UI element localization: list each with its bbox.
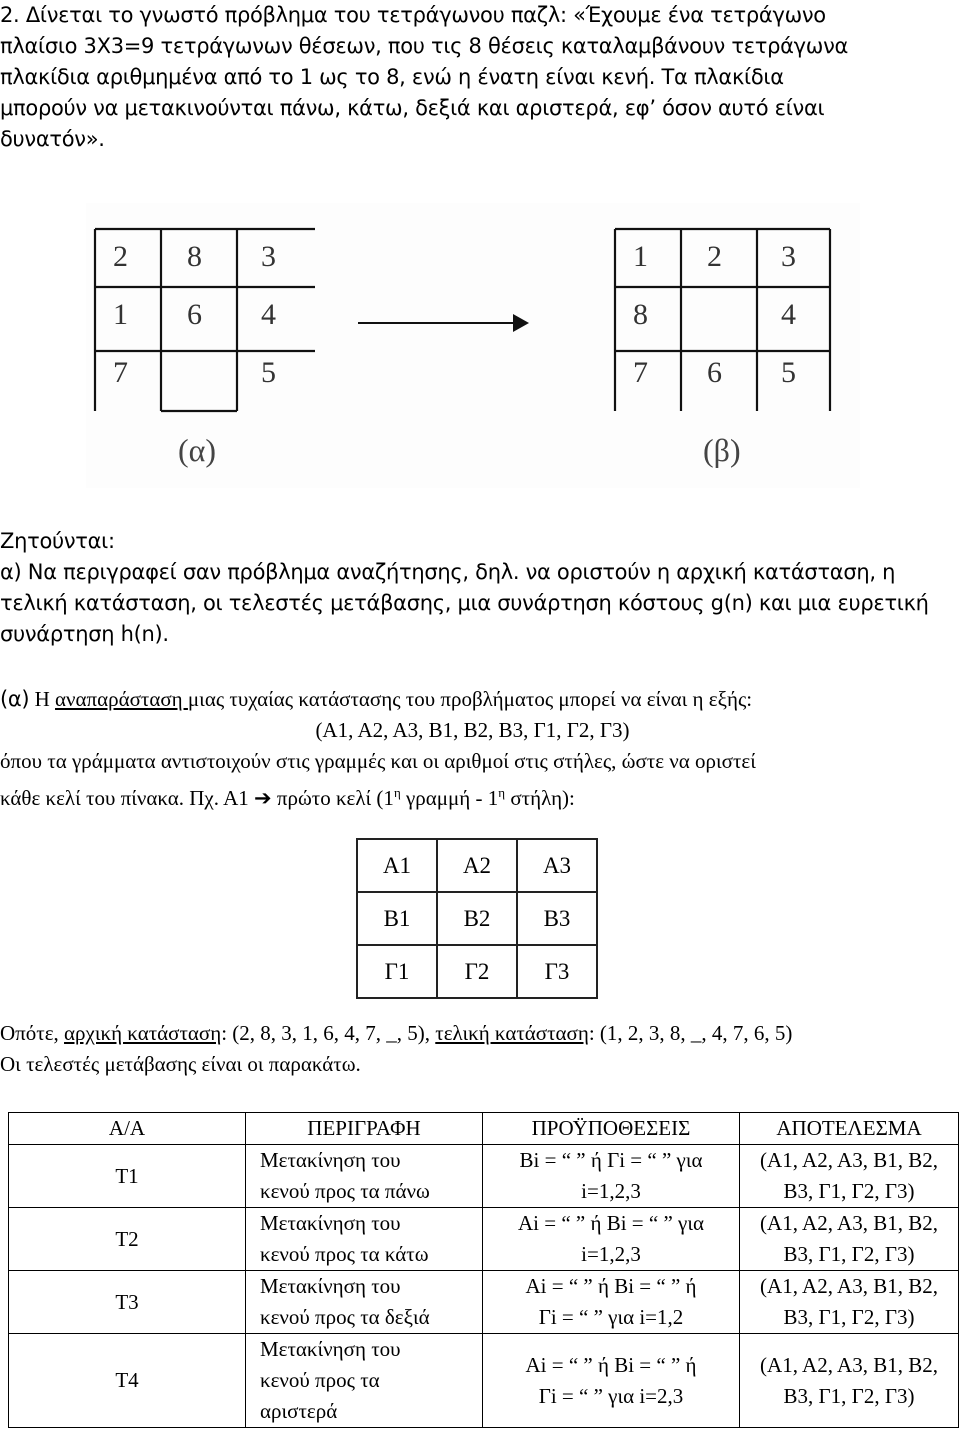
operator-result <box>740 1271 959 1334</box>
initial-puzzle-tile: 2 <box>113 240 128 273</box>
operator-conditions <box>483 1145 740 1208</box>
result-line: Β3, Γ1, Γ2, Γ3) <box>783 1242 915 1266</box>
operator-description <box>246 1145 483 1208</box>
header-description: ΠΕΡΙΓΡΑΦΗ <box>246 1113 483 1145</box>
operator-id: Τ1 <box>9 1145 246 1208</box>
initial-puzzle-tile: 6 <box>187 298 202 331</box>
arrow-right-icon: ➔ <box>254 786 272 810</box>
operators-intro: Οι τελεστές μετάβασης είναι οι παρακάτω. <box>0 1052 361 1076</box>
operator-row <box>9 1208 959 1271</box>
operator-result <box>740 1145 959 1208</box>
operator-result <box>740 1208 959 1271</box>
goal-puzzle-tile: 8 <box>633 298 648 331</box>
requested-section <box>0 526 945 650</box>
initial-state-term: αρχική κατάσταση <box>64 1021 222 1045</box>
result-line: Β3, Γ1, Γ2, Γ3) <box>783 1383 915 1408</box>
grid-cell: Γ1 <box>357 945 437 998</box>
operator-description <box>246 1334 483 1428</box>
operator-description <box>246 1208 483 1271</box>
goal-state-term: τελική κατάσταση <box>435 1021 589 1045</box>
operator-row <box>9 1145 959 1208</box>
grid-cell: Α3 <box>517 839 597 892</box>
operator-conditions <box>483 1208 740 1271</box>
problem-line-2: πλαίσιο 3Χ3=9 τετράγωνων θέσεων, που τις 8 θέσεις καταλαμβάνουν τετράγωνα <box>0 34 849 58</box>
initial-puzzle-tile: 5 <box>261 356 276 389</box>
condition-line: Βi = “ ” ή Γi = “ ” για <box>519 1148 703 1172</box>
condition-line: i=1,2,3 <box>581 1179 641 1203</box>
condition-line: Γi = “ ” για i=2,3 <box>538 1383 684 1408</box>
goal-puzzle-tile: 1 <box>633 240 648 273</box>
header-conditions: ΠΡΟΫΠΟΘΕΣΕΙΣ <box>483 1113 740 1145</box>
requested-line-2: τελική κατάσταση, οι τελεστές μετάβασης, μια συνάρτηση κόστους g(n) και μια ευρετική <box>0 591 929 615</box>
answer-line-4: κάθε κελί του πίνακα. Πχ. Α1 ➔ πρώτο κελί ($1^\eta$ γραμμή - $1^\eta$ στήλη): <box>0 785 575 810</box>
result-line: Β3, Γ1, Γ2, Γ3) <box>783 1305 915 1329</box>
operator-row <box>9 1271 959 1334</box>
result-line: Β3, Γ1, Γ2, Γ3) <box>783 1179 915 1203</box>
goal-puzzle-tile: 3 <box>781 240 796 273</box>
description-line: Μετακίνηση του <box>260 1211 401 1235</box>
transition-arrow-icon <box>355 308 535 338</box>
operator-result <box>740 1334 959 1428</box>
initial-puzzle-tile: 8 <box>187 240 202 273</box>
operators-table <box>8 1112 959 1428</box>
problem-number: 2. <box>0 3 20 27</box>
state-tuple: (Α1, Α2, Α3, Β1, Β2, Β3, Γ1, Γ2, Γ3) <box>315 718 630 742</box>
operator-row <box>9 1334 959 1428</box>
grid-cell: Β2 <box>437 892 517 945</box>
condition-line: Αi = “ ” ή Βi = “ ” ή <box>525 1274 697 1298</box>
requested-line-1: α) Να περιγραφεί σαν πρόβλημα αναζήτησης, δηλ. να οριστούν η αρχική κατάσταση, η <box>0 560 896 584</box>
grid-row <box>357 839 597 892</box>
initial-puzzle-tile: 4 <box>261 298 276 331</box>
states-line: Οπότε, αρχική κατάσταση: (2, 8, 3, 1, 6, 4, 7, _, 5), τελική κατάσταση: (1, 2, 3, 8, _, 4, 7, 6, 5) <box>0 1021 793 1045</box>
grid-cell: Γ3 <box>517 945 597 998</box>
condition-line: i=1,2,3 <box>581 1242 641 1266</box>
result-line: (Α1, Α2, Α3, Β1, Β2, <box>760 1211 938 1235</box>
initial-puzzle-tile: 7 <box>113 356 128 389</box>
description-line: Μετακίνηση του <box>260 1148 401 1172</box>
grid-cell: Γ2 <box>437 945 517 998</box>
grid-cell: Β1 <box>357 892 437 945</box>
operator-id: Τ3 <box>9 1271 246 1334</box>
initial-puzzle-tile: 1 <box>113 298 128 331</box>
goal-state-label: (β) <box>703 432 741 468</box>
result-line: (Α1, Α2, Α3, Β1, Β2, <box>760 1148 938 1172</box>
description-line: Μετακίνηση του <box>260 1337 401 1361</box>
problem-line-4: μπορούν να μετακινούνται πάνω, κάτω, δεξιά και αριστερά, εφ’ όσον αυτό είναι <box>0 96 825 120</box>
answer-section <box>0 684 945 814</box>
goal-puzzle-tile: 7 <box>633 356 648 389</box>
description-line: κενού προς τα δεξιά <box>260 1305 430 1329</box>
answer-line-1: (α) Η αναπαράσταση μιας τυχαίας κατάστασης του προβλήματος μπορεί να είναι η εξής: <box>0 687 753 711</box>
operator-conditions <box>483 1334 740 1428</box>
initial-puzzle-lines <box>90 224 330 420</box>
cell-naming-grid <box>356 838 598 999</box>
operator-description <box>246 1271 483 1334</box>
grid-row <box>357 945 597 998</box>
initial-puzzle-tile: 3 <box>261 240 276 273</box>
problem-line-3: πλακίδια αριθμημένα από το 1 ως το 8, ενώ η ένατη είναι κενή. Τα πλακίδια <box>0 65 784 89</box>
requested-line-3: συνάρτηση h(n). <box>0 622 169 646</box>
states-section <box>0 1018 945 1080</box>
initial-state-label: (α) <box>178 432 217 468</box>
condition-line: Αi = “ ” ή Βi = “ ” για <box>518 1211 704 1235</box>
goal-puzzle-tile: 5 <box>781 356 796 389</box>
grid-cell: Β3 <box>517 892 597 945</box>
goal-puzzle-tile: 6 <box>707 356 722 389</box>
description-line: Μετακίνηση του <box>260 1274 401 1298</box>
representation-term: αναπαράσταση <box>55 687 188 711</box>
result-line: (Α1, Α2, Α3, Β1, Β2, <box>760 1352 938 1377</box>
condition-line: Γi = “ ” για i=1,2 <box>538 1305 684 1329</box>
goal-puzzle-lines <box>610 224 840 420</box>
operators-header-row <box>9 1113 959 1145</box>
problem-line-1: 2. Δίνεται το γνωστό πρόβλημα του τετράγωνου παζλ: «Έχουμε ένα τετράγωνο <box>0 3 826 27</box>
operator-id: Τ4 <box>9 1334 246 1428</box>
answer-line-3: όπου τα γράμματα αντιστοιχούν στις γραμμές και οι αριθμοί στις στήλες, ώστε να οριστεί <box>0 749 756 773</box>
requested-heading: Ζητούνται: <box>0 529 115 553</box>
result-line: (Α1, Α2, Α3, Β1, Β2, <box>760 1274 938 1298</box>
header-result: ΑΠΟΤΕΛΕΣΜΑ <box>740 1113 959 1145</box>
header-id: Α/Α <box>9 1113 246 1145</box>
goal-puzzle-tile: 4 <box>781 298 796 331</box>
grid-cell: Α2 <box>437 839 517 892</box>
answer-marker: (α) <box>0 687 30 711</box>
condition-line: Αi = “ ” ή Βi = “ ” ή <box>525 1352 697 1377</box>
description-line: κενού προς τα κάτω <box>260 1242 429 1266</box>
description-line: κενού προς τα <box>260 1368 380 1392</box>
problem-line-5: δυνατόν». <box>0 127 105 151</box>
operator-conditions <box>483 1271 740 1334</box>
description-line: αριστερά <box>260 1399 338 1423</box>
grid-row <box>357 892 597 945</box>
goal-puzzle-tile: 2 <box>707 240 722 273</box>
problem-statement <box>0 0 945 155</box>
grid-cell: Α1 <box>357 839 437 892</box>
operator-id: Τ2 <box>9 1208 246 1271</box>
description-line: κενού προς τα πάνω <box>260 1179 430 1203</box>
